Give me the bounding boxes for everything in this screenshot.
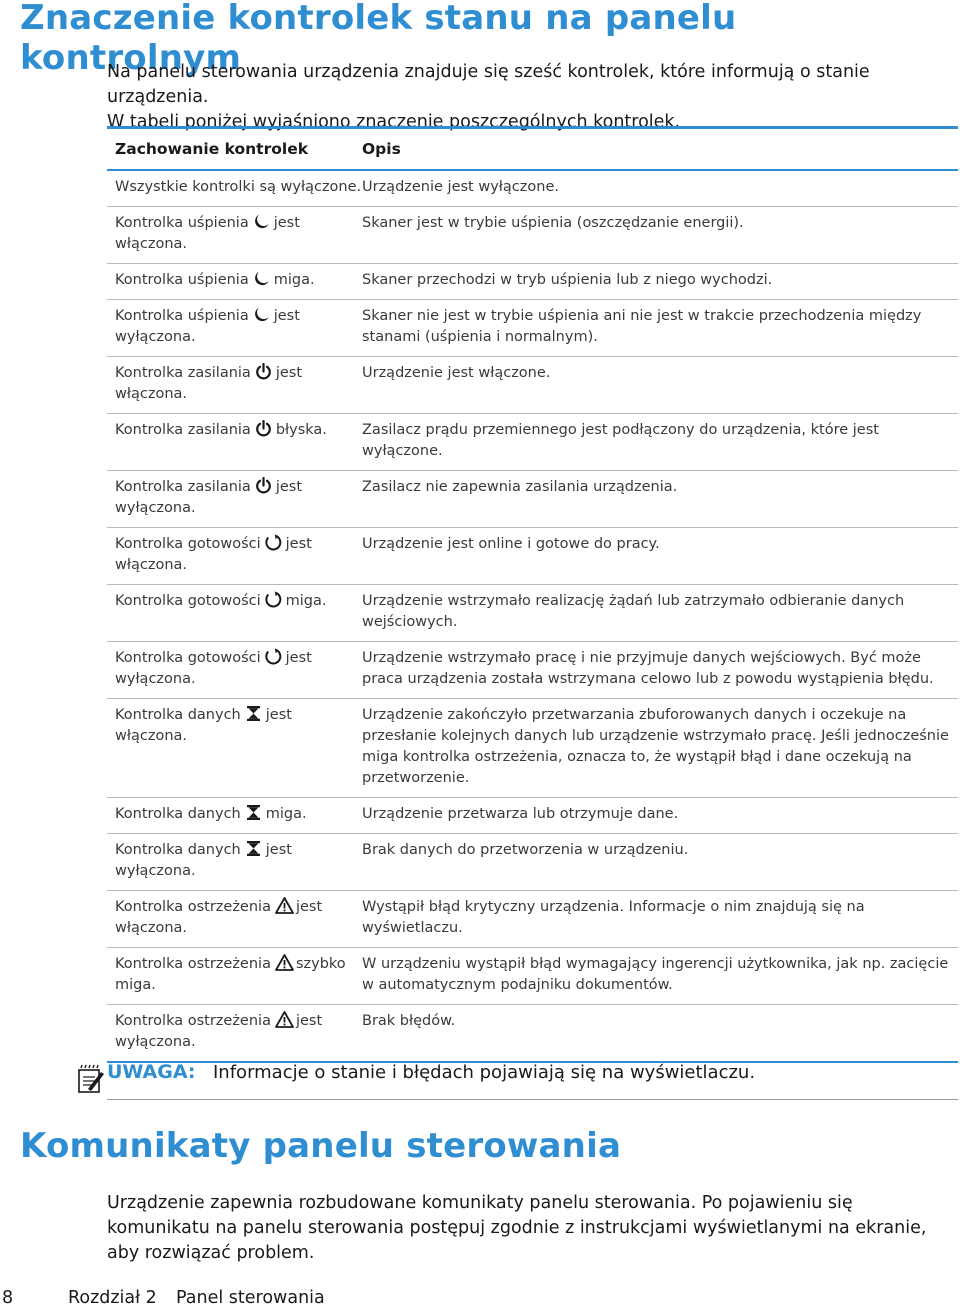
light-behavior-cell <box>107 834 362 890</box>
note-icon <box>75 1062 107 1094</box>
section-text: Urządzenie zapewnia rozbudowane komunikaty panelu sterowania. Po pojawieniu się komunikatu na panelu sterowania postępuj zgodnie z instrukcjami wyświetlanymi na ekranie, aby rozwiązać problem. <box>107 1193 927 1263</box>
data-icon <box>245 804 262 821</box>
light-behavior-cell <box>107 300 362 356</box>
page-number: 8 <box>2 1288 14 1308</box>
behavior-state: jest włączona. <box>115 536 312 573</box>
behavior-text: Kontrolka zasilania <box>115 479 251 495</box>
intro-paragraph <box>107 60 947 135</box>
behavior-state: jest włączona. <box>115 365 303 402</box>
section-title: Komunikaty panelu sterowania <box>20 1126 622 1166</box>
behavior-text: Kontrolka ostrzeżenia <box>115 956 271 972</box>
description-cell: Brak błędów. <box>362 1013 456 1029</box>
description-cell: Zasilacz prądu przemiennego jest podłączony do urządzenia, które jest wyłączone. <box>362 422 879 459</box>
data-icon <box>245 840 262 857</box>
ready-icon <box>265 648 282 665</box>
behavior-state: szybko miga. <box>115 956 346 993</box>
light-behavior-cell <box>107 585 362 641</box>
footer-section: Panel sterowania <box>176 1288 325 1308</box>
light-behavior-cell <box>107 357 362 413</box>
light-behavior-cell <box>107 528 362 584</box>
light-behavior-cell <box>107 414 362 470</box>
warning-icon <box>275 897 292 914</box>
description-cell: Skaner jest w trybie uśpienia (oszczędzanie energii). <box>362 215 744 231</box>
sleep-icon <box>253 270 270 287</box>
table-row <box>107 699 958 798</box>
behavior-text: Kontrolka zasilania <box>115 422 251 438</box>
power-icon <box>255 420 272 437</box>
light-behavior-cell <box>107 948 362 1004</box>
table-row <box>107 798 958 834</box>
table-row <box>107 171 958 207</box>
behavior-text: Kontrolka ostrzeżenia <box>115 1013 271 1029</box>
description-cell: Urządzenie przetwarza lub otrzymuje dane. <box>362 806 679 822</box>
behavior-state: miga. <box>265 806 307 822</box>
behavior-state: jest wyłączona. <box>115 650 312 687</box>
description-cell: Skaner przechodzi w tryb uśpienia lub z niego wychodzi. <box>362 272 773 288</box>
warning-icon <box>275 1011 292 1028</box>
light-behavior-cell <box>107 171 362 206</box>
table-header <box>107 129 958 171</box>
light-behavior-cell <box>107 642 362 698</box>
table-row <box>107 948 958 1005</box>
section-paragraph <box>107 1191 958 1266</box>
description-cell: Urządzenie jest online i gotowe do pracy. <box>362 536 660 552</box>
footer-chapter: Rozdział 2 <box>68 1288 157 1308</box>
behavior-state: jest wyłączona. <box>115 308 300 345</box>
header-behavior: Zachowanie kontrolek <box>115 140 309 158</box>
description-cell: Brak danych do przetworzenia w urządzeniu. <box>362 842 689 858</box>
light-behavior-cell <box>107 798 362 833</box>
note-label: UWAGA: <box>107 1061 196 1083</box>
table-row <box>107 1005 958 1063</box>
behavior-text: Kontrolka danych <box>115 707 241 723</box>
light-behavior-cell <box>107 264 362 299</box>
data-icon <box>245 705 262 722</box>
behavior-text: Kontrolka danych <box>115 842 241 858</box>
behavior-state: błyska. <box>275 422 327 438</box>
behavior-state: jest wyłączona. <box>115 842 292 879</box>
behavior-text: Kontrolka ostrzeżenia <box>115 899 271 915</box>
table-row <box>107 585 958 642</box>
page-title: Znaczenie kontrolek stanu na panelu kontrolnym <box>20 0 737 78</box>
status-lights-table <box>107 126 958 1063</box>
power-icon <box>255 363 272 380</box>
power-icon <box>255 477 272 494</box>
behavior-state: jest włączona. <box>115 707 292 744</box>
table-row <box>107 357 958 414</box>
description-cell: Urządzenie jest włączone. <box>362 365 551 381</box>
header-description: Opis <box>362 140 401 158</box>
table-row <box>107 264 958 300</box>
behavior-text: Kontrolka uśpienia <box>115 308 249 324</box>
light-behavior-cell <box>107 699 362 797</box>
behavior-state: jest wyłączona. <box>115 1013 323 1050</box>
behavior-state: jest włączona. <box>115 215 300 252</box>
behavior-text: Kontrolka uśpienia <box>115 215 249 231</box>
description-cell: Wystąpił błąd krytyczny urządzenia. Informacje o nim znajdują się na wyświetlaczu. <box>362 899 865 936</box>
description-cell: Urządzenie wstrzymało pracę i nie przyjmuje danych wejściowych. Być może praca urządzenia została wstrzymana celowo lub z powodu wystąpienia błędu. <box>362 650 934 687</box>
description-cell: Skaner nie jest w trybie uśpienia ani nie jest w trakcie przechodzenia między stanami (uśpienia i normalnym). <box>362 308 922 345</box>
description-cell: W urządzeniu wystąpił błąd wymagający ingerencji użytkownika, jak np. zacięcie w automatycznym podajniku dokumentów. <box>362 956 949 993</box>
note-divider <box>107 1099 958 1100</box>
description-cell: Urządzenie zakończyło przetwarzania zbuforowanych danych i oczekuje na przesłanie kolejnych danych lub urządzenie wstrzymało pracę. Jeśli jednocześnie miga kontrolka ostrzeżenia, oznacza to, że wystąpił błąd i dane oczekują na przetworzenie. <box>362 707 949 786</box>
light-behavior-cell <box>107 1005 362 1061</box>
behavior-state: jest wyłączona. <box>115 479 303 516</box>
note-box <box>75 1060 958 1100</box>
ready-icon <box>265 534 282 551</box>
warning-icon <box>275 954 292 971</box>
light-behavior-cell <box>107 471 362 527</box>
behavior-text: Kontrolka zasilania <box>115 365 251 381</box>
behavior-text: Wszystkie kontrolki są wyłączone. <box>115 179 362 195</box>
sleep-icon <box>253 306 270 323</box>
behavior-text: Kontrolka danych <box>115 806 241 822</box>
sleep-icon <box>253 213 270 230</box>
ready-icon <box>265 591 282 608</box>
table-body <box>107 171 958 1063</box>
table-row <box>107 471 958 528</box>
behavior-text: Kontrolka uśpienia <box>115 272 249 288</box>
table-row <box>107 300 958 357</box>
light-behavior-cell <box>107 891 362 947</box>
behavior-state: jest włączona. <box>115 899 323 936</box>
behavior-text: Kontrolka gotowości <box>115 536 261 552</box>
behavior-state: miga. <box>285 593 327 609</box>
behavior-text: Kontrolka gotowości <box>115 593 261 609</box>
table-row <box>107 414 958 471</box>
description-cell: Urządzenie jest wyłączone. <box>362 179 559 195</box>
behavior-state: miga. <box>273 272 315 288</box>
intro-line-1: Na panelu sterowania urządzenia znajduje się sześć kontrolek, które informują o stanie urządzenia. <box>107 62 870 107</box>
note-text: Informacje o stanie i błędach pojawiają się na wyświetlaczu. <box>213 1062 756 1083</box>
light-behavior-cell <box>107 207 362 263</box>
description-cell: Zasilacz nie zapewnia zasilania urządzenia. <box>362 479 678 495</box>
description-cell: Urządzenie wstrzymało realizację żądań lub zatrzymało odbieranie danych wejściowych. <box>362 593 905 630</box>
table-row <box>107 528 958 585</box>
table-row <box>107 891 958 948</box>
table-row <box>107 642 958 699</box>
table-row <box>107 207 958 264</box>
table-row <box>107 834 958 891</box>
behavior-text: Kontrolka gotowości <box>115 650 261 666</box>
intro-line-2: W tabeli poniżej wyjaśniono znaczenie poszczególnych kontrolek. <box>107 112 681 132</box>
